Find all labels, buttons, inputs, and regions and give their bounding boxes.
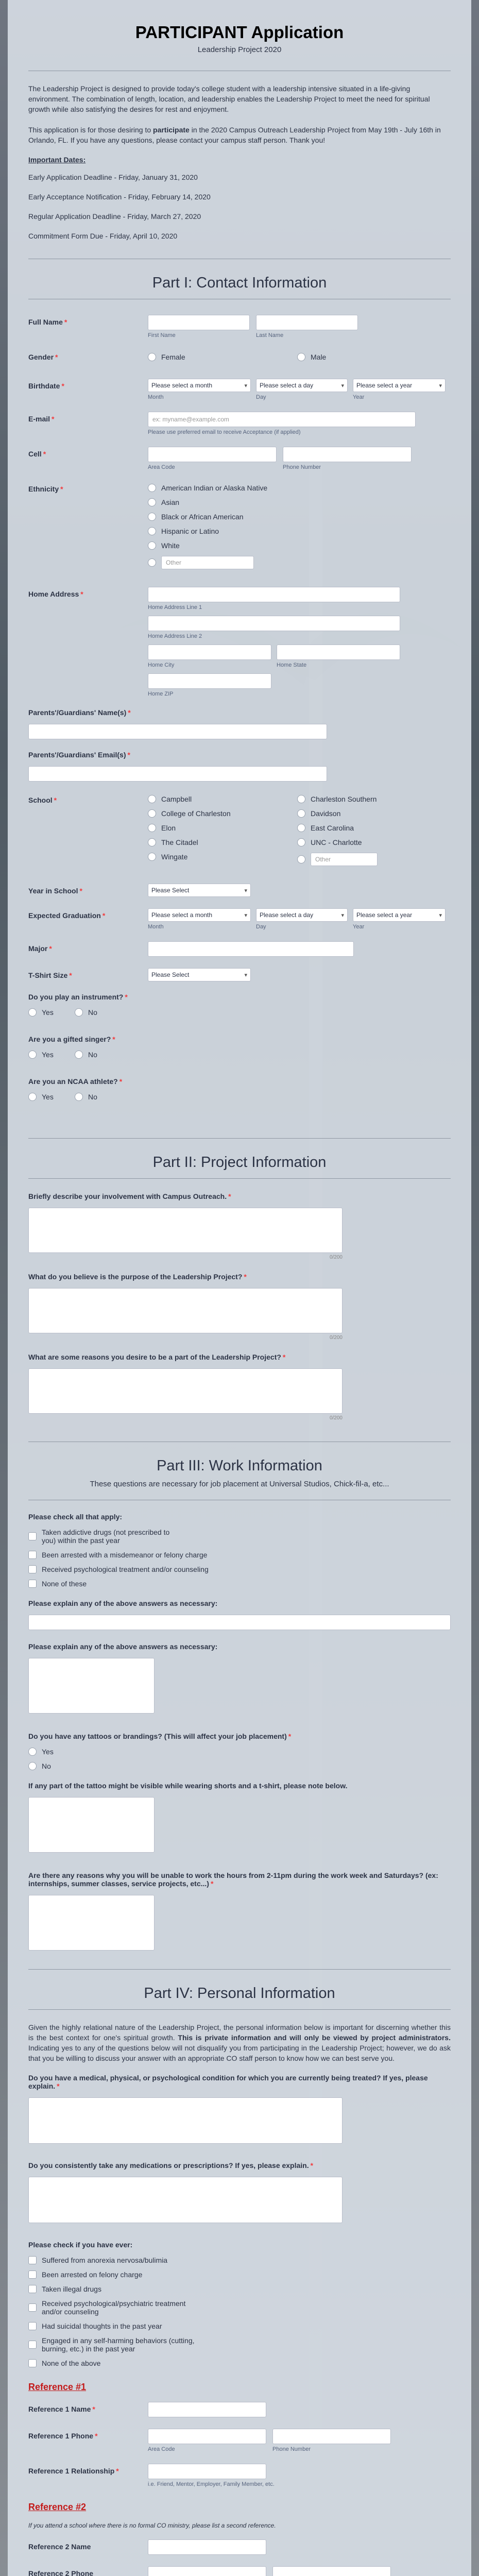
school-row: School * Campbell College of Charleston Elon The Citadel Wingate Charleston Southern Davidson East Carolina UNC - Charlotte Other — [28, 793, 451, 872]
medications-question: Do you consistently take any medications or prescriptions? If yes, please explain. * — [28, 2161, 314, 2170]
year-in-school-select[interactable]: Please Select ▾ — [148, 884, 251, 897]
form-subtitle: Leadership Project 2020 — [197, 45, 282, 54]
school-option[interactable]: Charleston Southern — [297, 795, 378, 803]
tattoo-textarea[interactable] — [28, 1797, 155, 1853]
tattoo-question: Do you have any tattoos or brandings? (This will affect your job placement) * — [28, 1732, 292, 1740]
expected-graduation-row: Expected Graduation * Please select a month ▾ Month Please select a day ▾ Day Please select a year ▾ Year — [28, 908, 451, 930]
work-check-option[interactable]: Received psychological treatment and/or counseling — [28, 1565, 451, 1573]
radio-icon[interactable] — [297, 809, 305, 818]
important-dates-heading: Important Dates: — [28, 156, 86, 164]
ever-option[interactable]: Suffered from anorexia nervosa/bulimia — [28, 2256, 451, 2264]
radio-icon[interactable] — [148, 498, 156, 506]
ethnicity-option-other[interactable] — [148, 556, 267, 569]
radio-icon[interactable] — [28, 1762, 37, 1770]
radio-icon[interactable] — [148, 527, 156, 535]
char-counter: 0/200 — [329, 1335, 343, 1341]
field-label: Full Name * — [28, 318, 67, 326]
school-option[interactable]: Davidson — [297, 809, 378, 818]
radio-icon[interactable] — [28, 1050, 37, 1059]
parents-names-label: Parents'/Guardians' Name(s) * — [28, 708, 131, 717]
major-row: Major * — [28, 941, 451, 957]
char-counter: 0/200 — [329, 1415, 343, 1421]
ref2-name-row: Reference 2 Name — [28, 2539, 451, 2555]
school-option[interactable]: East Carolina — [297, 824, 378, 832]
radio-icon[interactable] — [75, 1008, 83, 1016]
checkbox-icon[interactable] — [28, 2285, 37, 2293]
medications-textarea[interactable] — [28, 2177, 343, 2223]
work-check-option[interactable]: Been arrested with a misdemeanor or felony charge — [28, 1551, 451, 1559]
radio-icon[interactable] — [148, 558, 156, 567]
ethnicity-row: Ethnicity * American Indian or Alaska Native Asian Black or African American Hispanic or Latino White Other — [28, 482, 451, 575]
school-option-other[interactable] — [297, 853, 378, 866]
radio-icon[interactable] — [148, 838, 156, 846]
ref2-phone-input[interactable] — [272, 2566, 391, 2576]
ever-option[interactable]: None of the above — [28, 2359, 451, 2367]
medical-textarea[interactable] — [28, 2097, 343, 2144]
section-heading-work: Part III: Work Information — [157, 1458, 322, 1474]
radio-icon[interactable] — [148, 853, 156, 861]
checkbox-icon[interactable] — [28, 1551, 37, 1559]
tshirt-row: T-Shirt Size * Please Select ▾ — [28, 968, 451, 981]
check-all-label: Please check all that apply: — [28, 1513, 123, 1521]
intro-paragraph-2: This application is for those desiring to participate in the 2020 Campus Outreach Leadership Project from May 19th - July 16th in Orlando, FL. If you have any questions, please contact your campus staff person. Thank you! — [28, 126, 441, 144]
school-other-input[interactable]: Other — [311, 853, 378, 866]
work-check-option[interactable]: Taken addictive drugs (not prescribed to you) within the past year — [28, 1528, 451, 1545]
checkbox-icon[interactable] — [28, 1580, 37, 1588]
checkbox-icon[interactable] — [28, 2359, 37, 2367]
instrument-no[interactable]: No — [75, 1008, 97, 1016]
birth-day-select[interactable]: Please select a day ▾ — [256, 379, 348, 392]
radio-icon[interactable] — [148, 795, 156, 803]
char-counter: 0/200 — [329, 1255, 343, 1260]
medical-question: Do you have a medical, physical, or psychological condition for which you are currently being treated? If yes, please explain. * — [28, 2074, 428, 2090]
radio-icon[interactable] — [148, 809, 156, 818]
tshirt-size-select[interactable]: Please Select ▾ — [148, 968, 251, 981]
home-address-row: Home Address * Home Address Line 1 Home Address Line 2 Home City Home State Home ZIP — [28, 587, 451, 697]
form-title: PARTICIPANT Application — [135, 23, 344, 42]
cell-row: Cell * Area Code Phone Number — [28, 447, 451, 470]
divider — [28, 1969, 451, 1970]
ref1-relationship-input[interactable] — [148, 2464, 266, 2479]
date-item: Early Acceptance Notification - Friday, February 14, 2020 — [28, 193, 211, 201]
ethnicity-option[interactable]: American Indian or Alaska Native — [148, 484, 267, 492]
explain-label-2: Please explain any of the above answers as necessary: — [28, 1642, 218, 1651]
radio-icon[interactable] — [148, 484, 156, 492]
school-option[interactable]: College of Charleston — [148, 809, 297, 818]
ever-option[interactable]: Had suicidal thoughts in the past year — [28, 2322, 451, 2330]
instrument-yes[interactable]: Yes — [28, 1008, 75, 1016]
radio-icon[interactable] — [148, 513, 156, 521]
email-row: E-mail * ex: myname@example.com Please use preferred email to receive Acceptance (if applied) — [28, 412, 451, 435]
ref1-phone-row: Reference 1 Phone * Area Code Phone Number — [28, 2429, 451, 2452]
major-input[interactable] — [148, 941, 354, 957]
checkbox-icon[interactable] — [28, 2322, 37, 2330]
radio-icon[interactable] — [297, 824, 305, 832]
divider — [28, 1138, 451, 1139]
school-option[interactable]: Elon — [148, 824, 297, 832]
checkbox-icon[interactable] — [28, 1565, 37, 1573]
singer-question: Are you a gifted singer? * — [28, 1035, 115, 1043]
ref1-name-row: Reference 1 Name * — [28, 2402, 451, 2417]
personal-intro: Given the highly relational nature of the Leadership Project, the personal information below is important for discerning whether this is the best context for one's spiritual growth. This is private information and will only be viewed by project administrators. Indicating yes to any of the questions below will not disqualify you from participating in the Leadership Project; however, we do ask that you be willing to discuss your answer with an appropriate CO staff person to know how we can best serve you. — [28, 2023, 451, 2062]
singer-yes[interactable]: Yes — [28, 1050, 75, 1059]
section-subheading-work: These questions are necessary for job placement at Universal Studios, Chick-fil-a, etc... — [90, 1480, 389, 1488]
ethnicity-other-input[interactable]: Other — [161, 556, 254, 569]
date-item: Early Application Deadline - Friday, January 31, 2020 — [28, 173, 198, 181]
ncaa-yes[interactable]: Yes — [28, 1093, 75, 1101]
ever-option[interactable]: Engaged in any self-harming behaviors (cutting, burning, etc.) in the past year — [28, 2336, 451, 2353]
form-card — [8, 0, 471, 2576]
radio-icon[interactable] — [75, 1093, 83, 1101]
ever-option[interactable]: Taken illegal drugs — [28, 2285, 451, 2293]
school-option[interactable]: Campbell — [148, 795, 297, 803]
ref1-name-input[interactable] — [148, 2402, 266, 2417]
radio-icon[interactable] — [28, 1093, 37, 1101]
school-option[interactable]: Wingate — [148, 853, 297, 861]
ethnicity-option[interactable]: White — [148, 541, 267, 550]
parents-emails-label: Parents'/Guardians' Email(s) * — [28, 751, 130, 759]
parents-names-input[interactable] — [28, 724, 327, 739]
birth-month-select[interactable]: Please select a month ▾ — [148, 379, 251, 392]
divider — [28, 1178, 451, 1179]
reasons-question: What are some reasons you desire to be a part of the Leadership Project? * — [28, 1353, 286, 1361]
grad-year-select[interactable]: Please select a year ▾ — [353, 908, 446, 922]
year-in-school-row: Year in School * Please Select ▾ — [28, 884, 451, 897]
radio-icon[interactable] — [148, 824, 156, 832]
reference-2-note: If you attend a school where there is no formal CO ministry, please list a second reference. — [28, 2522, 276, 2529]
reference-2-heading: Reference #2 — [28, 2502, 87, 2512]
divider — [28, 2009, 451, 2010]
grad-day-select[interactable]: Please select a day ▾ — [256, 908, 348, 922]
cell-area-code-input[interactable] — [148, 447, 277, 462]
ref1-relationship-row: Reference 1 Relationship * i.e. Friend, Mentor, Employer, Family Member, etc. — [28, 2464, 451, 2487]
grad-month-select[interactable]: Please select a month ▾ — [148, 908, 251, 922]
full-name-row: Full Name * First Name Last Name — [28, 315, 451, 338]
tattoo-visible-question: If any part of the tattoo might be visible while wearing shorts and a t-shirt, please note below. — [28, 1782, 348, 1790]
radio-icon[interactable] — [28, 1008, 37, 1016]
reasons-textarea[interactable] — [28, 1368, 343, 1414]
ncaa-no[interactable]: No — [75, 1093, 97, 1101]
ref2-name-input[interactable] — [148, 2539, 266, 2555]
zip-input[interactable] — [148, 673, 271, 689]
ethnicity-option[interactable]: Asian — [148, 498, 267, 506]
radio-icon[interactable] — [148, 541, 156, 550]
date-item: Regular Application Deadline - Friday, March 27, 2020 — [28, 212, 201, 221]
singer-no[interactable]: No — [75, 1050, 97, 1059]
school-option[interactable]: UNC - Charlotte — [297, 838, 378, 846]
radio-icon[interactable] — [28, 1748, 37, 1756]
ethnicity-option[interactable]: Hispanic or Latino — [148, 527, 267, 535]
school-option[interactable]: The Citadel — [148, 838, 297, 846]
ever-question: Please check if you have ever: — [28, 2241, 133, 2249]
gender-option-female[interactable]: Female — [148, 353, 297, 361]
instrument-question: Do you play an instrument? * — [28, 993, 128, 1001]
ref2-area-code-input[interactable] — [148, 2566, 266, 2576]
checkbox-icon[interactable] — [28, 2270, 37, 2279]
gender-option-male[interactable]: Male — [297, 353, 326, 361]
unable-work-textarea[interactable] — [28, 1895, 155, 1951]
intro-paragraph: The Leadership Project is designed to provide today's college student with a leadership intensive situated in a life-giving environment. The combination of length, location, and leadership enables the Leadership Project to meet the need for spiritual growth while also satisfying the desires for rest and enjoyment. — [28, 84, 430, 113]
radio-icon[interactable] — [297, 353, 305, 361]
ref1-phone-input[interactable] — [272, 2429, 391, 2444]
explain-input[interactable] — [28, 1615, 451, 1630]
reference-1-heading: Reference #1 — [28, 2382, 87, 2392]
date-item: Commitment Form Due - Friday, April 10, 2020 — [28, 232, 178, 240]
unable-work-question: Are there any reasons why you will be unable to work the hours from 2-11pm during the work week and Saturdays? (ex: internships, summer classes, service projects, etc...) * — [28, 1871, 438, 1888]
ever-option[interactable]: Been arrested on felony charge — [28, 2270, 451, 2279]
checkbox-icon[interactable] — [28, 1532, 37, 1540]
explain-label: Please explain any of the above answers as necessary: — [28, 1599, 218, 1607]
last-name-input[interactable] — [256, 315, 358, 330]
involvement-question: Briefly describe your involvement with Campus Outreach. * — [28, 1192, 231, 1200]
radio-icon[interactable] — [297, 855, 305, 863]
purpose-textarea[interactable] — [28, 1288, 343, 1333]
work-check-option[interactable]: None of these — [28, 1580, 451, 1588]
purpose-question: What do you believe is the purpose of the Leadership Project? * — [28, 1273, 247, 1281]
radio-icon[interactable] — [297, 838, 305, 846]
checkbox-icon[interactable] — [28, 2341, 37, 2349]
birthdate-row: Birthdate * Please select a month ▾ Month Please select a day ▾ Day Please select a year ▾ Year — [28, 379, 451, 400]
cell-phone-input[interactable] — [283, 447, 412, 462]
checkbox-icon[interactable] — [28, 2303, 37, 2312]
ever-option[interactable]: Received psychological/psychiatric treatment and/or counseling — [28, 2299, 451, 2316]
ref1-area-code-input[interactable] — [148, 2429, 266, 2444]
gender-row: Gender * Female Male — [28, 353, 327, 361]
email-input[interactable]: ex: myname@example.com — [148, 412, 416, 427]
parents-emails-input[interactable] — [28, 766, 327, 782]
checkbox-icon[interactable] — [28, 2256, 37, 2264]
address-line2-input[interactable] — [148, 616, 400, 631]
address-line1-input[interactable] — [148, 587, 400, 602]
radio-icon[interactable] — [148, 353, 156, 361]
birth-year-select[interactable]: Please select a year ▾ — [353, 379, 446, 392]
tattoo-yes[interactable]: Yes — [28, 1748, 451, 1756]
radio-icon[interactable] — [75, 1050, 83, 1059]
ethnicity-option[interactable]: Black or African American — [148, 513, 267, 521]
tattoo-no[interactable]: No — [28, 1762, 451, 1770]
section-heading-project: Part II: Project Information — [152, 1154, 327, 1171]
ncaa-question: Are you an NCAA athlete? * — [28, 1077, 123, 1086]
section-heading-personal: Part IV: Personal Information — [144, 1985, 335, 2002]
section-heading-contact: Part I: Contact Information — [152, 275, 327, 291]
involvement-textarea[interactable] — [28, 1208, 343, 1253]
state-input[interactable] — [277, 645, 400, 660]
explain-textarea[interactable] — [28, 1658, 155, 1714]
ref2-phone-row: Reference 2 Phone — [28, 2566, 451, 2576]
radio-icon[interactable] — [297, 795, 305, 803]
first-name-input[interactable] — [148, 315, 250, 330]
city-input[interactable] — [148, 645, 271, 660]
